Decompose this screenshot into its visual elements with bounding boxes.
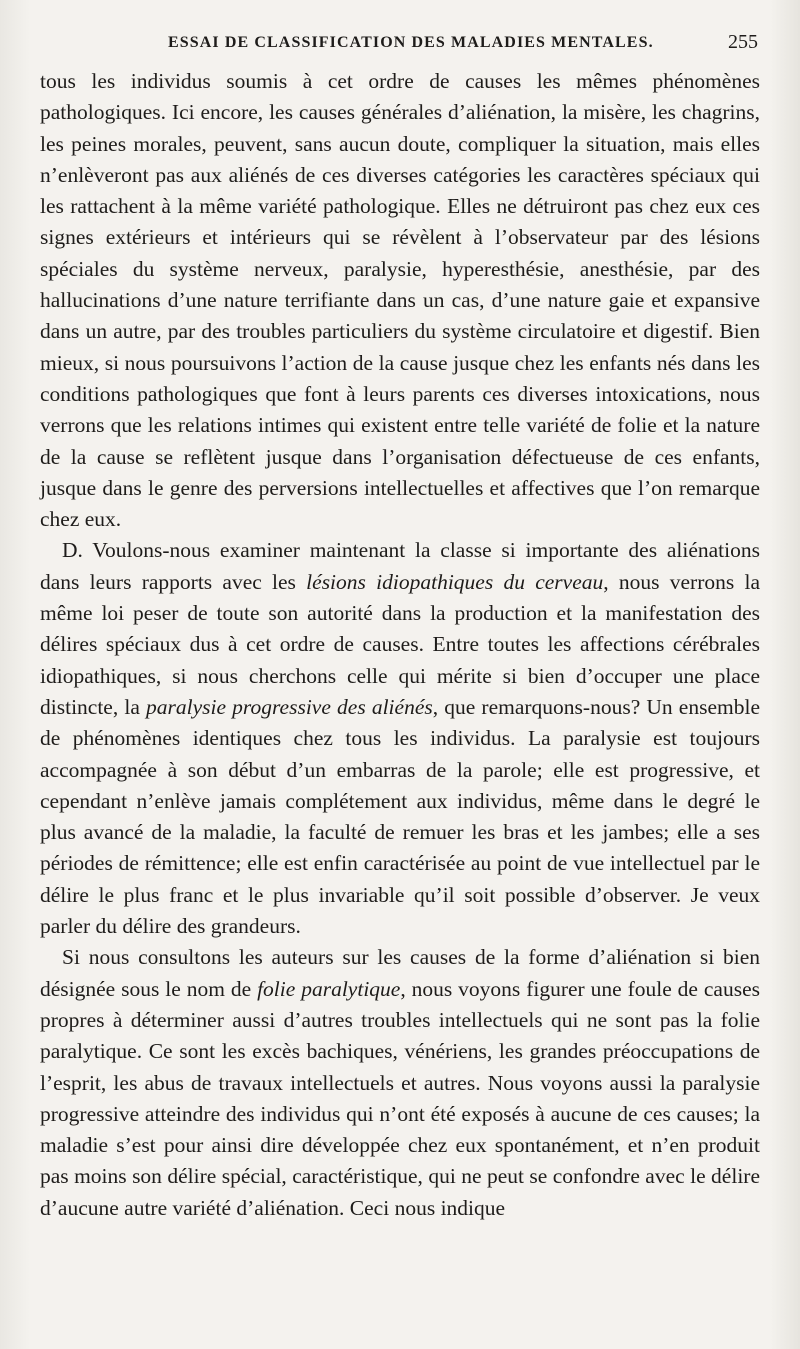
- paragraph-2: [40, 535, 760, 942]
- body-text: [40, 66, 760, 1224]
- paragraph-1-text: tous les individus soumis à cet ordre de causes les mêmes phénomènes pathologiques. Ici encore, les causes générales d’aliénation, la misère, les chagrins, les peines morales, peuvent, sans aucun doute, compliquer la situation, mais elles n’enlèveront pas aux aliénés de ces diverses catégories les caractères spéciaux qui les rattachent à la même variété pathologique. Elles ne détruiront pas chez eux ces signes extérieurs et intérieurs qui se révèlent à l’observateur par des lésions spéciales du système nerveux, paralysie, hyperesthésie, anesthésie, par des hallucinations d’une nature terrifiante dans un cas, d’une nature gaie et expansive dans un autre, par des troubles particuliers du système circulatoire et digestif. Bien mieux, si nous poursuivons l’action de la cause jusque chez les enfants nés dans les conditions pathologiques que font à leurs parents ces diverses intoxications, nous verrons que les relations intimes qui existent entre telle variété de folie et la nature de la cause se reflètent jusque dans l’organisation défectueuse de ces enfants, jusque dans le genre des perversions intellectuelles et affectives que l’on remarque chez eux.: [40, 69, 760, 532]
- paragraph-1: [40, 66, 760, 535]
- page-header: [40, 30, 760, 62]
- running-title: ESSAI DE CLASSIFICATION DES MALADIES MENTALES.: [168, 34, 654, 51]
- paragraph-2-text-c: , que remarquons-nous? Un ensemble de phénomènes identiques chez tous les individus. La paralysie est toujours accompagnée à son début d’un embarras de la parole; elle est progressive, et cependant n’enlève jamais complétement aux individus, même dans le degré le plus avancé de la maladie, la faculté de remuer les bras et les jambes; elle a ses périodes de rémittence; elle est enfin caractérisée au point de vue intellectuel par le délire le plus franc et le plus invariable qu’il soit possible d’observer. Je veux parler du délire des grandeurs.: [40, 694, 760, 939]
- paragraph-2-text-b: , nous verrons la même loi peser de toute son autorité dans la production et la manifestation des délires spéciaux dus à cet ordre de causes. Entre toutes les affections cérébrales idiopathiques, si nous cherchons celle qui mérite si bien d’occuper une place distincte, la: [40, 569, 760, 719]
- paragraph-2-italic-1: lésions idiopathiques du cerveau: [306, 569, 604, 594]
- paragraph-3: [40, 942, 760, 1224]
- paragraph-2-text-a: D. Voulons-nous examiner maintenant la classe si importante des aliénations dans leurs rapports avec les: [40, 538, 760, 594]
- paragraph-3-italic-1: folie paralytique: [257, 976, 401, 1001]
- page-number: 255: [728, 31, 758, 53]
- paragraph-2-italic-2: paralysie progressive des aliénés: [146, 694, 433, 719]
- paragraph-3-text-b: , nous voyons figurer une foule de causes propres à déterminer aussi d’autres troubles intellectuels qui ne sont pas la folie paralytique. Ce sont les excès bachiques, vénériens, les grandes préoccupations de l’esprit, les abus de travaux intellectuels et autres. Nous voyons aussi la paralysie progressive atteindre des individus qui n’ont été exposés à aucune de ces causes; la maladie s’est pour ainsi dire développée chez eux spontanément, et n’en produit pas moins son délire spécial, caractéristique, qui ne peut se confondre avec le délire d’aucune autre variété d’aliénation. Ceci nous indique: [40, 976, 760, 1220]
- paragraph-3-text-a: Si nous consultons les auteurs sur les causes de la forme d’aliénation si bien désignée sous le nom de: [40, 945, 760, 1001]
